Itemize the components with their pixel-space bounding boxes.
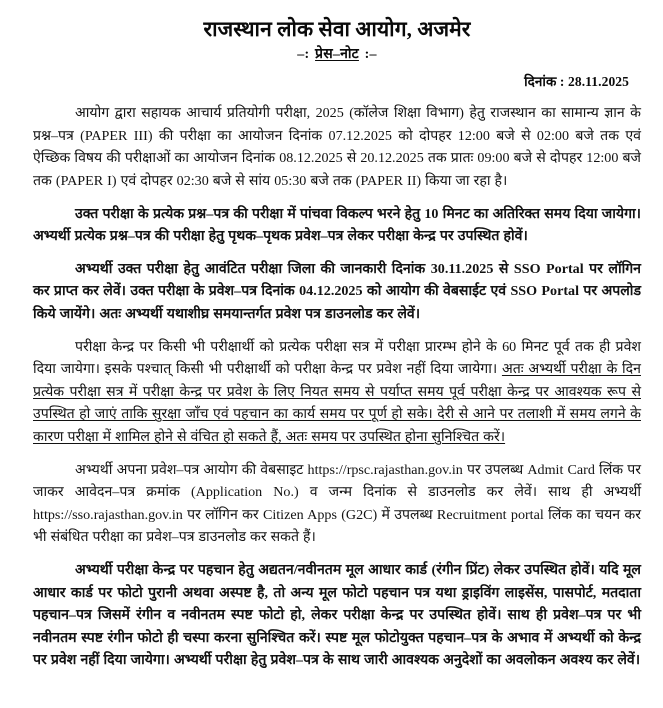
- press-note-body: [33, 102, 641, 672]
- entry-rule-underlined-text: अतः अभ्यर्थी परीक्षा के दिन प्रत्येक परीक्षा सत्र में परीक्षा केन्द्र पर प्रवेश के लिए नियत समय से पर्याप्त समय पूर्व परीक्षा केन्द्र पर आवश्यक रूप से उपस्थित हो जाएं ताकि सुरक्षा जाँच एवं पहचान का कार्य समय पर पूर्ण हो सके। देरी से आने पर तलाशी में समय लगने के कारण परीक्षा में शामिल होने से वंचित हो सकते हैं, अतः समय पर उपस्थित होना सुनिश्चित करें।: [33, 361, 641, 445]
- paragraph-identity-aadhaar: अभ्यर्थी परीक्षा केन्द्र पर पहचान हेतु अद्यतन/नवीनतम मूल आधार कार्ड (रंगीन प्रिंट) लेकर उपस्थित होवें। यदि मूल आधार कार्ड पर फोटो पुरानी अथवा अस्पष्ट है, तो अन्य मूल फोटो पहचान पत्र यथा ड्राइविंग लाइसेंस, पासपोर्ट, मतदाता पहचान–पत्र जिसमें रंगीन व नवीनतम स्पष्ट फोटो हो, लेकर परीक्षा केन्द्र पर उपस्थित होवें। साथ ही प्रवेश–पत्र पर भी नवीनतम स्पष्ट रंगीन फोटो ही चस्पा करना सुनिश्चित करें। स्पष्ट मूल फोटोयुक्त पहचान–पत्र के अभाव में अभ्यर्थी को केन्द्र पर प्रवेश नहीं दिया जायेगा। अभ्यर्थी परीक्षा हेतु प्रवेश–पत्र के साथ जारी आवश्यक अनुदेशों का अवलोकन अवश्य कर लेवें।: [33, 561, 641, 669]
- page-title: राजस्थान लोक सेवा आयोग, अजमेर: [203, 17, 471, 41]
- document-date: दिनांक : 28.11.2025: [524, 74, 629, 90]
- paragraph-admit-card-download: अभ्यर्थी अपना प्रवेश–पत्र आयोग की वेबसाइट https://rpsc.rajasthan.gov.in पर उपलब्ध Admit Card लिंक पर जाकर आवेदन–पत्र क्रमांक (Application No.) व जन्म दिनांक से डाउनलोड कर लेवें। साथ ही अभ्यर्थी https://sso.rajasthan.gov.in पर लॉगिन कर Citizen Apps (G2C) में उपलब्ध Recruitment portal लिंक का चयन कर भी संबंधित परीक्षा का प्रवेश–पत्र डाउनलोड कर सकते हैं।: [33, 461, 641, 546]
- paragraph-entry-60-minutes: [33, 336, 641, 449]
- press-note-dash-right: :–: [364, 47, 377, 63]
- press-note-subtitle: [33, 44, 641, 63]
- entry-rule-plain-text: परीक्षा केन्द्र पर किसी भी परीक्षार्थी को प्रत्येक परीक्षा सत्र में परीक्षा प्रारम्भ होने के 60 मिनट पूर्व तक ही प्रवेश दिया जायेगा। इसके पश्चात् किसी भी परीक्षार्थी को परीक्षा केन्द्र पर प्रवेश नहीं दिया जायेगा।: [33, 338, 641, 378]
- paragraph-district-allotment-sso: अभ्यर्थी उक्त परीक्षा हेतु आवंटित परीक्षा जिला की जानकारी दिनांक 30.11.2025 से SSO Portal पर लॉगिन कर प्राप्त कर लेवें। उक्त परीक्षा के प्रवेश–पत्र दिनांक 04.12.2025 को आयोग की वेबसाईट एवं SSO Portal पर अपलोड किये जायेंगे। अतः अभ्यर्थी यथाशीघ्र समयान्तर्गत प्रवेश पत्र डाउनलोड कर लेवें।: [33, 260, 641, 322]
- press-note-dash-left: –:: [297, 47, 310, 63]
- press-note-label: प्रेस–नोट: [315, 47, 359, 63]
- paragraph-exam-schedule: आयोग द्वारा सहायक आचार्य प्रतियोगी परीक्षा, 2025 (कॉलेज शिक्षा विभाग) हेतु राजस्थान का सामान्य ज्ञान के प्रश्न–पत्र (PAPER III) की परीक्षा का आयोजन दिनांक 07.12.2025 को दोपहर 12:00 बजे से 02:00 बजे तक एवं ऐच्छिक विषय की परीक्षाओं का आयोजन दिनांक 08.12.2025 से 20.12.2025 तक प्रातः 09:00 बजे से दोपहर 12:00 बजे तक (PAPER I) एवं दोपहर 02:30 बजे से सांय 05:30 बजे तक (PAPER II) किया जा रहा है।: [33, 105, 641, 190]
- paragraph-extra-time-fifth-option: उक्त परीक्षा के प्रत्येक प्रश्न–पत्र की परीक्षा में पांचवा विकल्प भरने हेतु 10 मिनट का अतिरिक्त समय दिया जायेगा। अभ्यर्थी प्रत्येक प्रश्न–पत्र की परीक्षा हेतु पृथक–पृथक प्रवेश–पत्र लेकर परीक्षा केन्द्र पर उपस्थित होवें।: [33, 205, 641, 245]
